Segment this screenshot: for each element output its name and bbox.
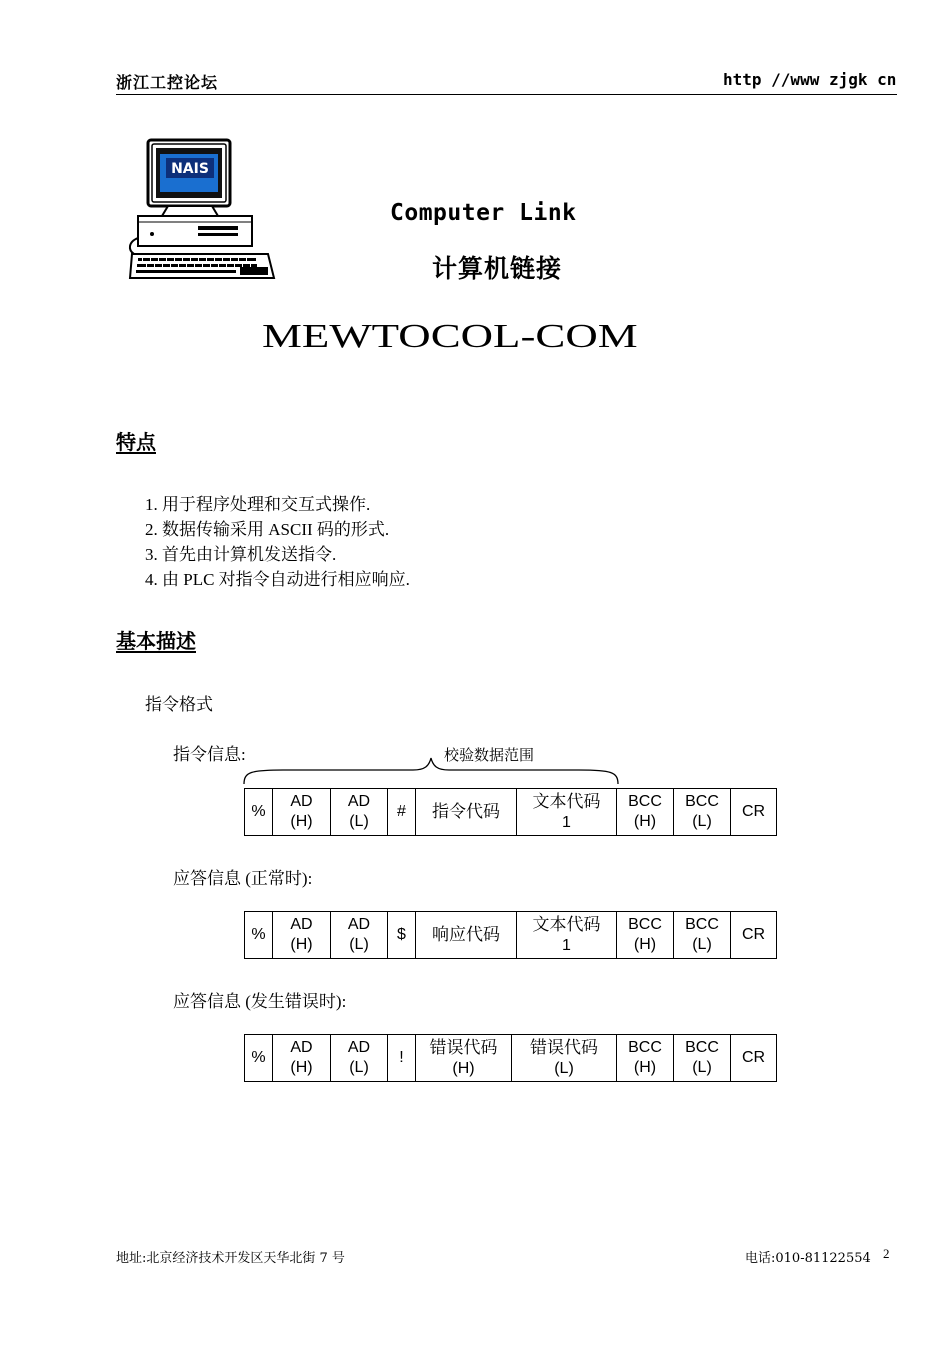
title-chinese: 计算机链接 <box>432 254 563 283</box>
frame-field-header: $ <box>388 912 416 959</box>
frame-field-start: % <box>245 789 273 836</box>
frame-field-error-code-low: 错误代码 (L) <box>512 1035 617 1082</box>
frame-field-response-code: 响应代码 <box>416 912 517 959</box>
frame-field-ad-low: AD (L) <box>331 789 388 836</box>
frame-field-start: % <box>245 1035 273 1082</box>
protocol-title: MEWTOCOL-COM <box>262 318 638 355</box>
frame-field-ad-low: AD (L) <box>331 1035 388 1082</box>
frame-field-start: % <box>245 912 273 959</box>
check-range-label: 校验数据范围 <box>444 748 535 764</box>
feature-item: 4. 由 PLC 对指令自动进行相应响应. <box>145 570 410 589</box>
frame-field-header: ! <box>388 1035 416 1082</box>
error-frame-table <box>244 1034 777 1082</box>
footer-phone: 电话:010-81122554 <box>745 1251 871 1266</box>
frame-field-error-code-high: 错误代码 (H) <box>416 1035 512 1082</box>
basic-heading: 基本描述 <box>116 629 196 653</box>
check-range-brace <box>243 756 620 786</box>
feature-item: 1. 用于程序处理和交互式操作. <box>145 495 371 514</box>
response-normal-label: 应答信息 (正常时): <box>173 869 313 888</box>
frame-field-bcc-high: BCC (H) <box>617 1035 674 1082</box>
frame-field-text-code: 文本代码 1 <box>517 789 617 836</box>
frame-field-bcc-high: BCC (H) <box>617 789 674 836</box>
frame-field-bcc-low: BCC (L) <box>674 912 731 959</box>
frame-field-command-code: 指令代码 <box>416 789 517 836</box>
features-heading: 特点 <box>116 430 156 454</box>
frame-field-bcc-high: BCC (H) <box>617 912 674 959</box>
footer-address: 地址:北京经济技术开发区天华北街 7 号 <box>116 1251 345 1266</box>
frame-field-ad-low: AD (L) <box>331 912 388 959</box>
table-row <box>245 1035 777 1082</box>
command-frame-table <box>244 788 777 836</box>
frame-field-cr: CR <box>731 1035 777 1082</box>
frame-field-cr: CR <box>731 789 777 836</box>
frame-field-ad-high: AD (H) <box>273 789 331 836</box>
command-format-label: 指令格式 <box>145 695 213 714</box>
title-english: Computer Link <box>390 200 577 226</box>
frame-field-header: # <box>388 789 416 836</box>
page-number: 2 <box>883 1246 890 1261</box>
header-divider <box>116 94 897 95</box>
table-row <box>245 789 777 836</box>
computer-icon <box>128 138 276 286</box>
feature-item: 3. 首先由计算机发送指令. <box>145 545 337 564</box>
frame-field-bcc-low: BCC (L) <box>674 789 731 836</box>
feature-item: 2. 数据传输采用 ASCII 码的形式. <box>145 520 390 539</box>
frame-field-text-code: 文本代码 1 <box>517 912 617 959</box>
header-url: http //www zjgk cn <box>723 70 897 89</box>
nais-logo-text: NAIS <box>171 161 209 177</box>
command-info-label: 指令信息: <box>173 745 246 764</box>
header-site-name: 浙江工控论坛 <box>116 73 219 92</box>
table-row <box>245 912 777 959</box>
frame-field-ad-high: AD (H) <box>273 1035 331 1082</box>
frame-field-ad-high: AD (H) <box>273 912 331 959</box>
response-error-label: 应答信息 (发生错误时): <box>173 992 347 1011</box>
frame-field-cr: CR <box>731 912 777 959</box>
frame-field-bcc-low: BCC (L) <box>674 1035 731 1082</box>
response-frame-table <box>244 911 777 959</box>
